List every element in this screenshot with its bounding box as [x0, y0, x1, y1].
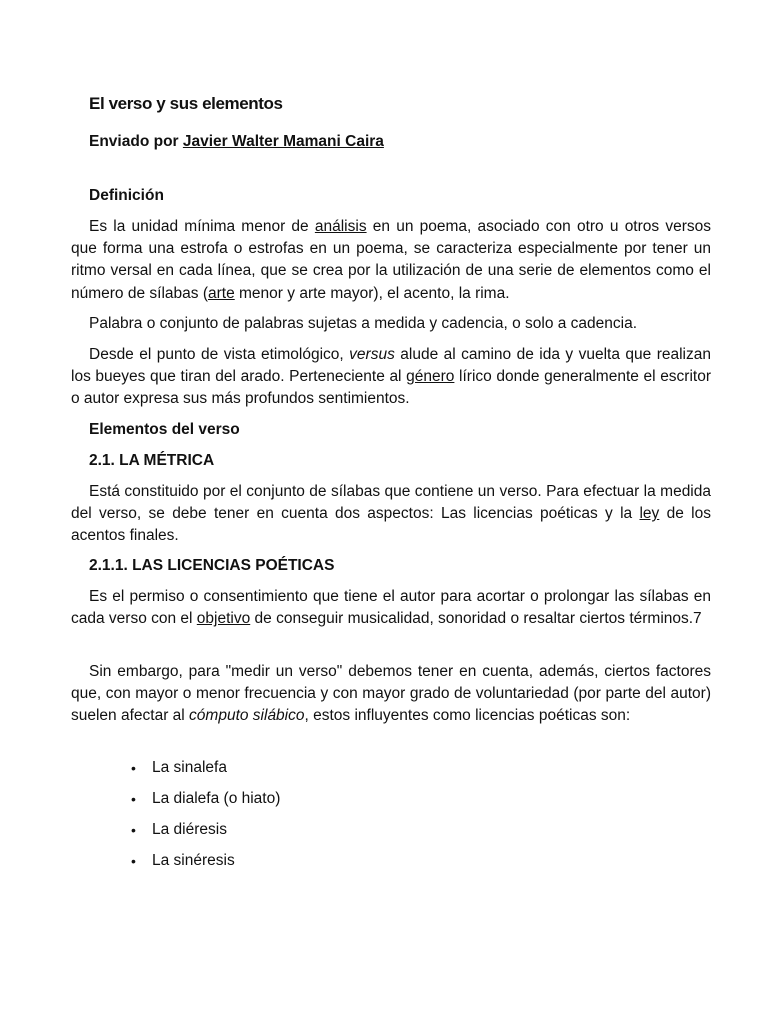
genero-link[interactable]: género	[406, 368, 455, 386]
arte-link[interactable]: arte	[208, 284, 235, 302]
list-item	[131, 757, 280, 788]
p6-text-2: , estos influyentes como licencias poéticas son:	[304, 707, 631, 725]
computo-emphasis: cómputo silábico	[189, 707, 305, 725]
analisis-link[interactable]: análisis	[314, 218, 367, 235]
paragraph-licencias	[71, 586, 711, 630]
bullet-icon: •	[131, 822, 136, 838]
paragraph-definicion	[71, 216, 711, 305]
p2-text-1: Palabra o conjunto de palabras sujetas a medida y cadencia, o solo a cadencia.	[89, 315, 638, 332]
p5-text-2: de conseguir musicalidad, sonoridad o resaltar ciertos términos.7	[250, 610, 702, 628]
paragraph-palabra	[71, 313, 711, 335]
list-item	[131, 788, 280, 819]
p3-text-2: alude al camino de ida y vuelta que realizan los bueyes que tiran del arado. Perteneciente al	[71, 346, 711, 386]
licencias-list	[131, 757, 280, 881]
list-item	[131, 850, 280, 881]
p5-text-1: Es el permiso o consentimiento que tiene el autor para acortar o prolongar las sílabas en cada verso con el	[71, 588, 711, 628]
p1-text-3: menor y arte mayor), el acento, la rima.	[234, 284, 510, 302]
list-item-label: La diéresis	[152, 821, 227, 838]
heading-metrica: 2.1. LA MÉTRICA	[89, 452, 215, 469]
list-item	[131, 819, 280, 850]
byline	[89, 133, 384, 151]
bullet-icon: •	[131, 760, 136, 776]
bullet-icon: •	[131, 853, 136, 869]
paragraph-sin-embargo	[71, 661, 711, 728]
document-title: El verso y sus elementos	[89, 94, 283, 113]
list-item-label: La dialefa (o hiato)	[152, 790, 281, 807]
list-item-label: La sinalefa	[152, 759, 227, 776]
p4-text-2: de los acentos finales.	[71, 505, 711, 545]
paragraph-metrica	[71, 481, 711, 548]
versus-emphasis: versus	[349, 346, 395, 363]
heading-elementos: Elementos del verso	[89, 421, 240, 438]
p1-text-1: Es la unidad mínima menor de	[89, 218, 315, 235]
paragraph-etimologia	[71, 344, 711, 411]
p3-text-1: Desde el punto de vista etimológico,	[89, 346, 350, 363]
heading-licencias: 2.1.1. LAS LICENCIAS POÉTICAS	[89, 557, 335, 574]
ley-link[interactable]: ley	[639, 505, 660, 523]
p1-text-2: en un poema, asociado con otro u otros versos que forma una estrofa o estrofas en un poema, se caracteriza especialmente por tener un ritmo versal en cada línea, que se crea por la utilización de una serie de elementos como el número de sílabas (	[71, 218, 711, 302]
byline-prefix: Enviado por	[89, 133, 179, 150]
bullet-icon: •	[131, 791, 136, 807]
heading-definicion: Definición	[89, 187, 164, 204]
author-link[interactable]: Javier Walter Mamani Caira	[182, 133, 384, 150]
objetivo-link[interactable]: objetivo	[196, 610, 251, 628]
p3-text-3: lírico donde generalmente el escritor o autor expresa sus más profundos sentimientos.	[71, 368, 712, 408]
p4-text-1: Está constituido por el conjunto de sílabas que contiene un verso. Para efectuar la medida del verso, se debe tener en cuenta dos aspectos: Las licencias poéticas y la	[71, 483, 711, 523]
p6-text-1: Sin embargo, para "medir un verso" debemos tener en cuenta, además, ciertos factores que, con mayor o menor frecuencia y con mayor grado de voluntariedad (por parte del autor) suelen afectar al	[71, 663, 711, 725]
list-item-label: La sinéresis	[152, 852, 235, 869]
